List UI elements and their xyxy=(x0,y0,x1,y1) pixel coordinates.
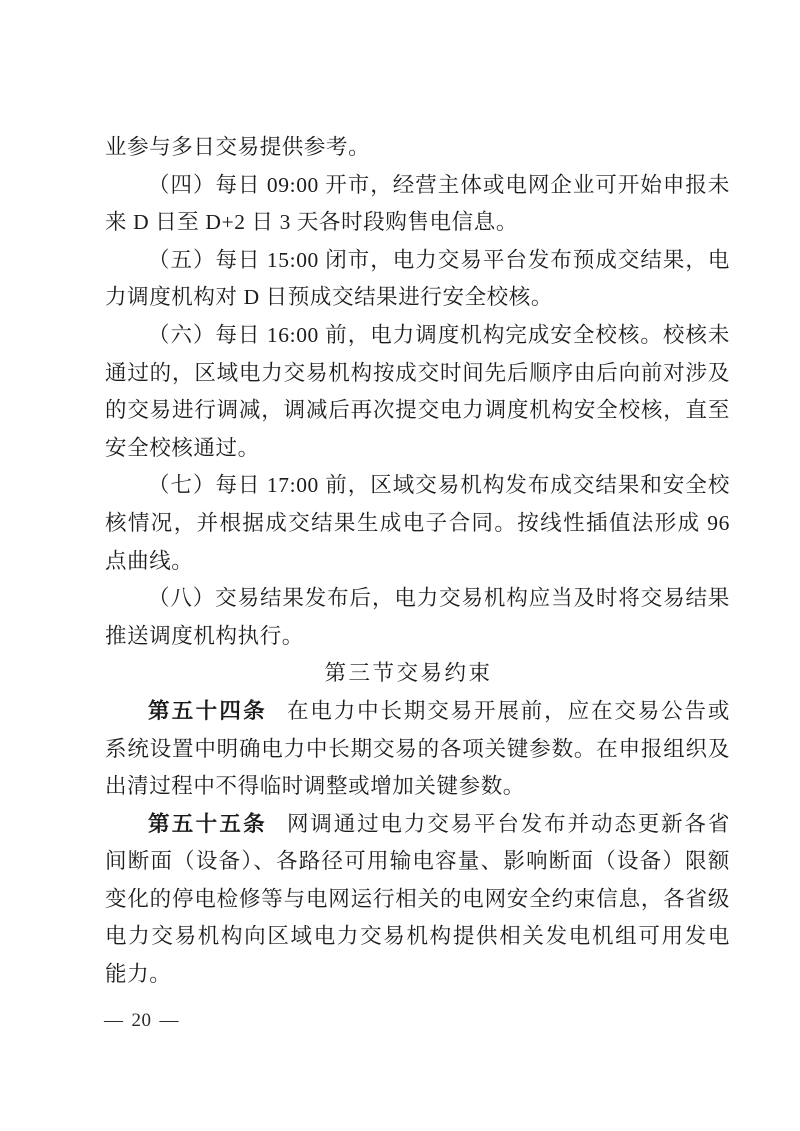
text-line: （四）每日 09:00 开市，经营主体或电网企业可开始申报未 xyxy=(148,172,730,197)
article-number: 第五十五条 xyxy=(148,811,267,836)
footer-left-dash: — xyxy=(104,1010,124,1031)
text-line: 变化的停电检修等与电网运行相关的电网安全约束信息，各省级 xyxy=(105,886,730,911)
article-text: 网调通过电力交易平台发布并动态更新各省 xyxy=(286,811,730,836)
document-body xyxy=(105,129,730,994)
footer-right-dash: — xyxy=(159,1010,179,1031)
article-number: 第五十四条 xyxy=(148,698,267,723)
text-line: 核情况，并根据成交结果生成电子合同。按线性插值法形成 96 xyxy=(105,510,730,535)
text-line: 系统设置中明确电力中长期交易的各项关键参数。在申报组织及 xyxy=(105,736,730,761)
page-number: 20 xyxy=(131,1010,152,1031)
text-line: 出清过程中不得临时调整或增加关键参数。 xyxy=(105,774,525,799)
text-line: （八）交易结果发布后，电力交易机构应当及时将交易结果 xyxy=(148,586,730,611)
article-line xyxy=(105,693,730,731)
text-line: 点曲线。 xyxy=(105,548,194,573)
article-line xyxy=(105,806,730,844)
section-heading: 第三节交易约束 xyxy=(324,661,493,686)
page-footer xyxy=(104,1008,179,1034)
text-line: 电力交易机构向区域电力交易机构提供相关发电机组可用发电 xyxy=(105,924,730,949)
text-line: （六）每日 16:00 前，电力调度机构完成安全校核。校核未 xyxy=(148,322,730,347)
article-text: 在电力中长期交易开展前，应在交易公告或 xyxy=(286,698,730,723)
text-line: （七）每日 17:00 前，区域交易机构发布成交结果和安全校 xyxy=(148,473,730,498)
text-line: 业参与多日交易提供参考。 xyxy=(105,135,371,159)
text-line: 推送调度机构执行。 xyxy=(105,623,304,648)
text-line: 通过的，区域电力交易机构按成交时间先后顺序由后向前对涉及 xyxy=(105,360,730,385)
text-line: （五）每日 15:00 闭市，电力交易平台发布预成交结果，电 xyxy=(148,247,730,272)
text-line: 能力。 xyxy=(105,962,172,987)
text-line: 来 D 日至 D+2 日 3 天各时段购售电信息。 xyxy=(105,210,518,235)
text-line: 间断面（设备）、各路径可用输电容量、影响断面（设备）限额 xyxy=(105,849,730,874)
text-line: 的交易进行调减，调减后再次提交电力调度机构安全校核，直至 xyxy=(105,398,730,423)
text-line: 安全校核通过。 xyxy=(105,435,260,460)
text-line: 力调度机构对 D 日预成交结果进行安全校核。 xyxy=(105,285,553,310)
